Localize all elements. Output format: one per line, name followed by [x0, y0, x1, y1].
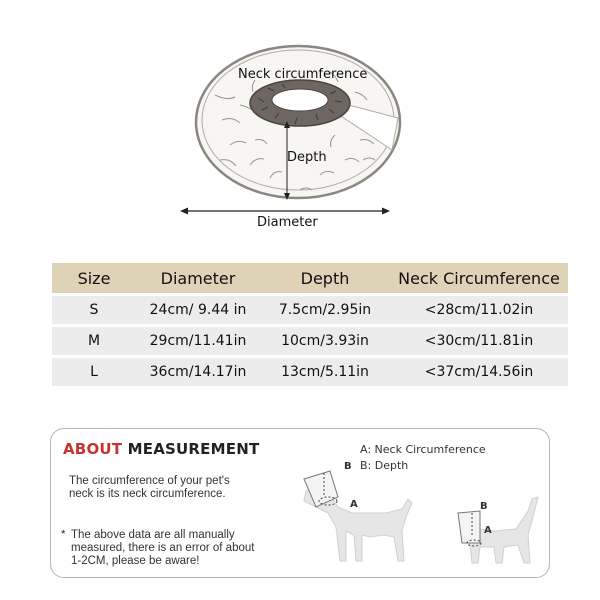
- dog-label-b: B: [344, 461, 352, 472]
- header-depth: Depth: [260, 263, 390, 293]
- diameter-cell: 29cm/11.41in: [136, 327, 260, 355]
- neck-cell: <28cm/11.02in: [390, 296, 568, 324]
- header-size: Size: [52, 263, 136, 293]
- depth-label: Depth: [287, 150, 327, 165]
- size-table: [52, 260, 568, 389]
- header-neck-circumference: Neck Circumference: [390, 263, 568, 293]
- measurement-panel: [50, 428, 550, 578]
- neck-hole: [272, 89, 328, 111]
- asterisk-icon: *: [61, 529, 66, 541]
- collar-illustration: [0, 0, 600, 250]
- diameter-cell: 36cm/14.17in: [136, 358, 260, 386]
- cat-label-a: A: [484, 525, 492, 536]
- legend-a: A: Neck Circumference: [360, 443, 486, 456]
- diameter-arrow-left: [180, 208, 188, 215]
- depth-cell: 7.5cm/2.95in: [260, 296, 390, 324]
- measurement-description: The circumference of your pet's neck is its neck circumference.: [69, 475, 230, 500]
- cat-icon: [458, 497, 538, 563]
- depth-cell: 10cm/3.93in: [260, 327, 390, 355]
- size-cell: S: [52, 296, 136, 324]
- size-cell: L: [52, 358, 136, 386]
- collar-diagram: [0, 0, 600, 250]
- depth-cell: 13cm/5.11in: [260, 358, 390, 386]
- dog-label-a: A: [350, 499, 358, 510]
- table-row: [52, 296, 568, 324]
- pets-illustration: [266, 451, 546, 575]
- neck-circumference-label: Neck circumference: [238, 67, 368, 82]
- title-rest: MEASUREMENT: [127, 440, 260, 458]
- size-cell: M: [52, 327, 136, 355]
- table-row: [52, 358, 568, 386]
- dog-icon: [304, 461, 412, 561]
- diameter-cell: 24cm/ 9.44 in: [136, 296, 260, 324]
- diameter-label: Diameter: [257, 215, 318, 230]
- table-row: [52, 327, 568, 355]
- neck-cell: <37cm/14.56in: [390, 358, 568, 386]
- legend-b: B: Depth: [360, 459, 409, 472]
- header-diameter: Diameter: [136, 263, 260, 293]
- note-text: The above data are all manually measured, there is an error of about 1-2CM, please be aware!: [71, 529, 255, 567]
- diameter-arrow-right: [382, 208, 390, 215]
- neck-cell: <30cm/11.81in: [390, 327, 568, 355]
- title-accent: ABOUT: [63, 440, 123, 458]
- measurement-title: [63, 440, 259, 458]
- table-header-row: [52, 263, 568, 293]
- cat-label-b: B: [480, 501, 488, 512]
